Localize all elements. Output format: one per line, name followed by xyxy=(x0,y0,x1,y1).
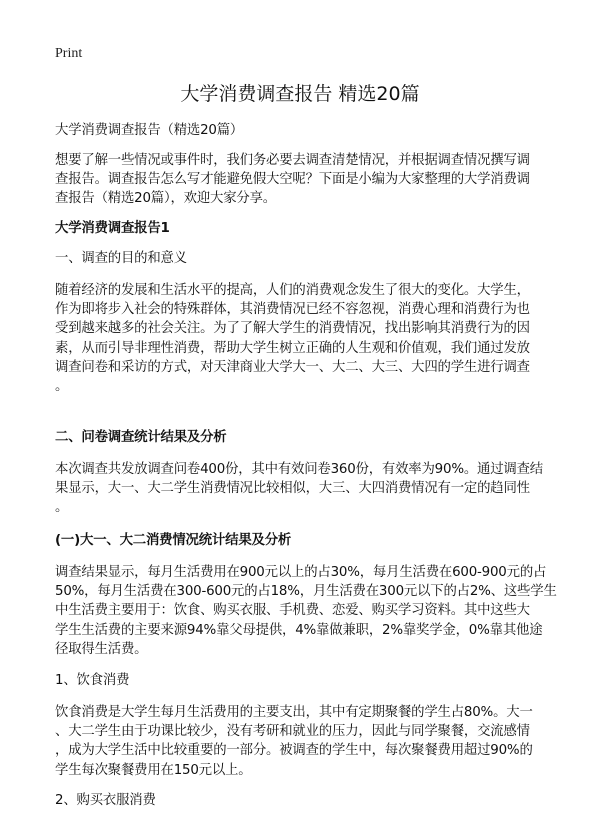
text-line: 查报告（精选20篇），欢迎大家分享。 xyxy=(55,191,276,207)
section-heading xyxy=(55,428,555,447)
text-line: 作为即将步入社会的特殊群体，其消费情况已经不容忽视，消费心理和消费行为也 xyxy=(55,302,530,318)
text-line: 中生活费主要用于：饮食、购买衣服、手机费、恋爱、购买学习资料。其中这些大 xyxy=(55,603,530,619)
text-line: (一)大一、大二消费情况统计结果及分析 xyxy=(55,533,292,548)
text-line: 二、问卷调查统计结果及分析 xyxy=(55,430,227,445)
text-line: 调查问卷和采访的方式，对天津商业大学大一、大二、大三、大四的学生进行调查 xyxy=(55,359,530,375)
text-line: 2、购买衣服消费 xyxy=(55,793,156,808)
text-line: 学生生活费的主要来源94%靠父母提供，4%靠做兼职，2%靠奖学金，0%靠其他途 xyxy=(55,622,543,638)
text-line: 50%，每月生活费在300-600元的占18%，月生活费在300元以下的占2%、这些学生 xyxy=(55,584,557,600)
text-line: 。 xyxy=(55,500,69,516)
paragraph xyxy=(55,791,555,810)
document-title: 大学消费调查报告 精选20篇 xyxy=(180,83,420,105)
text-line: 想要了解一些情况或事件时，我们务必要去调查清楚情况，并根据调查情况撰写调 xyxy=(55,153,530,168)
paragraph xyxy=(55,703,555,780)
text-line: 、大二学生由于功课比较少，没有考研和就业的压力，因此与同学聚餐，交流感情 xyxy=(55,724,530,740)
text-line: 。 xyxy=(55,379,69,395)
section-heading xyxy=(55,219,555,238)
text-line: 随着经济的发展和生活水平的提高，人们的消费观念发生了很大的变化。大学生， xyxy=(55,283,530,298)
paragraph xyxy=(55,249,555,268)
text-line: 大学消费调查报告1 xyxy=(55,221,170,236)
paragraph xyxy=(55,151,555,209)
text-line: 调查结果显示，每月生活费用在900元以上的占30%，每月生活费在600-900元的占 xyxy=(55,565,547,580)
text-line: 查报告。调查报告怎么写才能避免假大空呢？下面是小编为大家整理的大学消费调 xyxy=(55,172,530,188)
text-line: 本次调查共发放调查问卷400份，其中有效问卷360份，有效率为90%。通过调查结 xyxy=(55,462,543,477)
paragraph xyxy=(55,563,555,659)
paragraph xyxy=(55,121,555,140)
text-line: 受到越来越多的社会关注。为了了解大学生的消费情况，找出影响其消费行为的因 xyxy=(55,321,530,337)
paragraph xyxy=(55,460,555,518)
text-line: 1、饮食消费 xyxy=(55,673,130,688)
text-line: 素，从而引导非理性消费，帮助大学生树立正确的人生观和价值观，我们通过发放 xyxy=(55,340,530,356)
section-heading xyxy=(55,531,555,550)
paragraph xyxy=(55,281,555,396)
paragraph xyxy=(55,671,555,690)
text-line: 径取得生活费。 xyxy=(55,641,148,657)
text-line: ，成为大学生活中比较重要的一部分。被调查的学生中，每次聚餐费用超过90%的 xyxy=(55,743,533,759)
text-line: 学生每次聚餐费用在150元以上。 xyxy=(55,762,252,778)
text-line: 大学消费调查报告（精选20篇） xyxy=(55,123,244,138)
text-line: 一、调查的目的和意义 xyxy=(55,251,187,266)
text-line: 果显示，大一、大二学生消费情况比较相似，大三、大四消费情况有一定的趋同性 xyxy=(55,481,530,497)
print-link[interactable]: Print xyxy=(55,46,83,61)
text-line: 饮食消费是大学生每月生活费用的主要支出，其中有定期聚餐的学生占80%。大一 xyxy=(55,705,533,720)
